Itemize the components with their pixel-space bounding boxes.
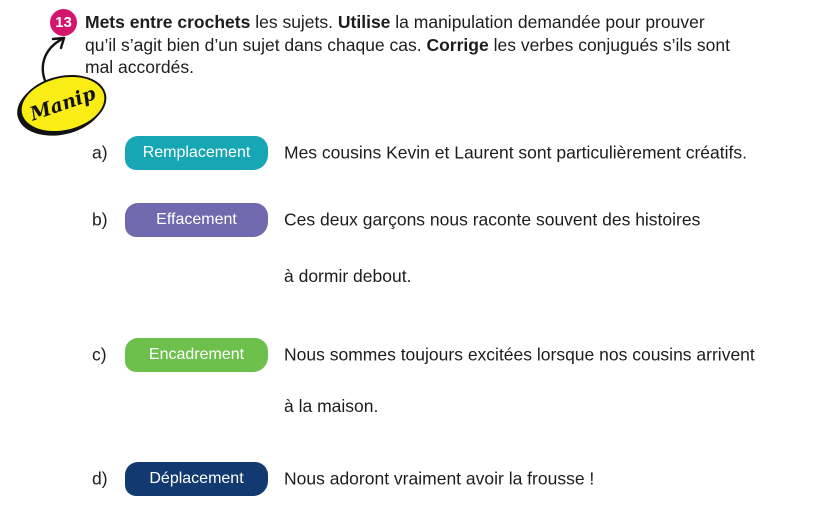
tag-effacement: Effacement: [125, 203, 268, 237]
exercise-item-b: [0, 203, 833, 237]
exercise-number-badge: 13: [50, 9, 77, 36]
instruction-text: qu’il s’agit bien d’un sujet dans chaque cas.: [85, 34, 427, 55]
exercise-item-c: [0, 338, 833, 372]
tag-encadrement: Encadrement: [125, 338, 268, 372]
exercise-instruction: [85, 11, 805, 79]
item-letter: a): [92, 142, 108, 163]
instruction-text: les verbes conjugués s’ils sont: [488, 34, 730, 55]
item-letter: d): [92, 468, 108, 489]
instruction-line-2: [85, 34, 805, 57]
item-letter: c): [92, 344, 107, 365]
item-letter: b): [92, 209, 108, 230]
instruction-bold-verb: Corrige: [426, 34, 489, 55]
instruction-line-3: [85, 56, 805, 79]
instruction-line-1: [85, 11, 805, 34]
exercise-item-a: [0, 136, 833, 170]
instruction-text: les sujets.: [250, 12, 338, 32]
manip-sticker-label: Manip: [27, 82, 99, 126]
instruction-bold-verb: Utilise: [337, 12, 391, 32]
exercise-item-d: [0, 462, 833, 496]
item-sentence-continuation: à dormir debout.: [284, 266, 412, 286]
instruction-bold-verb: Mets entre crochets: [85, 12, 251, 32]
item-sentence: Mes cousins Kevin et Laurent sont particulièrement créatifs.: [284, 142, 747, 163]
item-sentence: Nous sommes toujours excitées lorsque nos cousins arrivent: [284, 344, 755, 365]
item-sentence: Nous adoront vraiment avoir la frousse !: [284, 468, 595, 489]
item-sentence-continuation: à la maison.: [284, 396, 379, 416]
tag-deplacement: Déplacement: [125, 462, 268, 496]
tag-remplacement: Remplacement: [125, 136, 268, 170]
instruction-text: mal accordés.: [85, 57, 194, 77]
instruction-text: la manipulation demandée pour prouver: [390, 12, 705, 32]
item-sentence: Ces deux garçons nous raconte souvent des histoires: [284, 209, 701, 230]
